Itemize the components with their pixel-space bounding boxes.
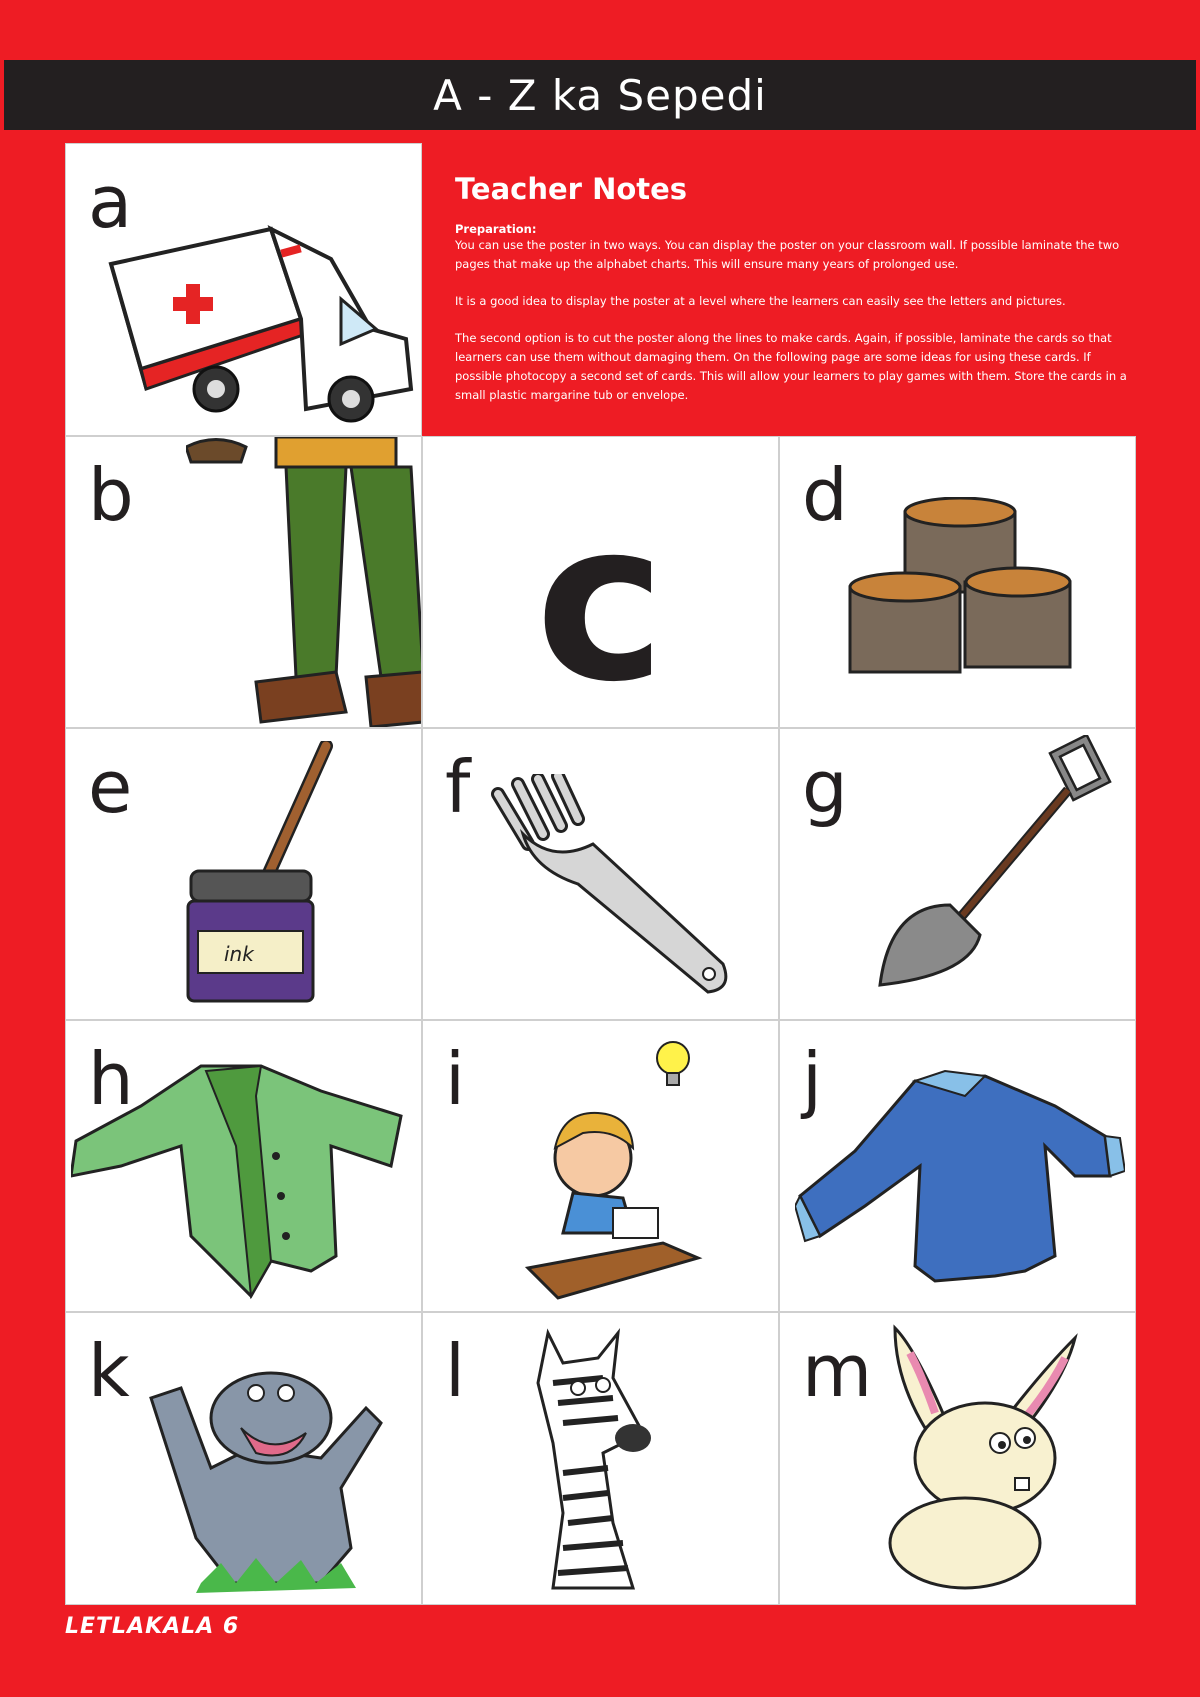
ink-jar-icon: [176, 741, 356, 1011]
card-letter-e: e: [88, 745, 133, 829]
card-e: [65, 728, 422, 1020]
blue-jacket-icon: [795, 1066, 1125, 1296]
notes-heading: Teacher Notes: [455, 172, 688, 206]
card-c: [422, 436, 779, 728]
card-i: [422, 1020, 779, 1312]
card-a: [65, 143, 422, 436]
card-h: [65, 1020, 422, 1312]
card-letter-b: b: [88, 453, 134, 537]
shovel-icon: [870, 735, 1120, 1005]
page-title-bar: [4, 60, 1196, 130]
card-k: [65, 1312, 422, 1605]
notes-paragraph-2: It is a good idea to display the poster at a level where the learners can easily see the letters and pictures.: [455, 294, 1066, 308]
logs-icon: [840, 497, 1080, 697]
notes-paragraph-3: The second option is to cut the poster along the lines to make cards. Again, if possible, laminate the cards so that learners can use them without damaging them. On the following page are some ideas for using these cards. If possible photocopy a second set of cards. This will allow your learners to play games with them. Store the cards in a small plastic margarine tub or envelope.: [455, 331, 1127, 402]
notes-paragraph-1: You can use the poster in two ways. You can display the poster on your classroom wall. If possible laminate the two pages that make up the alphabet charts. This will ensure many years of prolonged use.: [455, 238, 1120, 271]
ambulance-icon: [101, 219, 421, 429]
card-f: [422, 728, 779, 1020]
card-g: [779, 728, 1136, 1020]
card-letter-k: k: [88, 1329, 130, 1413]
card-l: [422, 1312, 779, 1605]
card-d: [779, 436, 1136, 728]
hippo-icon: [141, 1348, 411, 1598]
card-letter-g: g: [802, 745, 848, 829]
page-footer-label: LETLAKALA 6: [65, 1614, 240, 1639]
card-letter-d: d: [802, 453, 848, 537]
page-title: A - Z ka Sepedi: [433, 70, 767, 120]
fork-icon: [483, 774, 743, 1004]
card-m: [779, 1312, 1136, 1605]
card-letter-f: f: [445, 745, 471, 829]
card-b: [65, 436, 422, 728]
card-letter-c: c: [535, 474, 666, 728]
preparation-label: Preparation:: [455, 222, 537, 236]
card-letter-h: h: [88, 1037, 134, 1121]
rabbit-icon: [875, 1318, 1105, 1593]
card-j: [779, 1020, 1136, 1312]
boy-reading-icon: [523, 1033, 723, 1303]
card-letter-i: i: [445, 1037, 466, 1121]
teacher-notes: [455, 172, 1135, 423]
card-letter-a: a: [88, 160, 133, 244]
zebra-icon: [523, 1323, 683, 1598]
card-letter-m: m: [802, 1329, 873, 1413]
legs-icon: [186, 437, 422, 728]
green-coat-icon: [71, 1056, 411, 1306]
ink-label: ink: [224, 942, 254, 966]
card-letter-j: j: [802, 1037, 823, 1121]
card-letter-l: l: [445, 1329, 466, 1413]
